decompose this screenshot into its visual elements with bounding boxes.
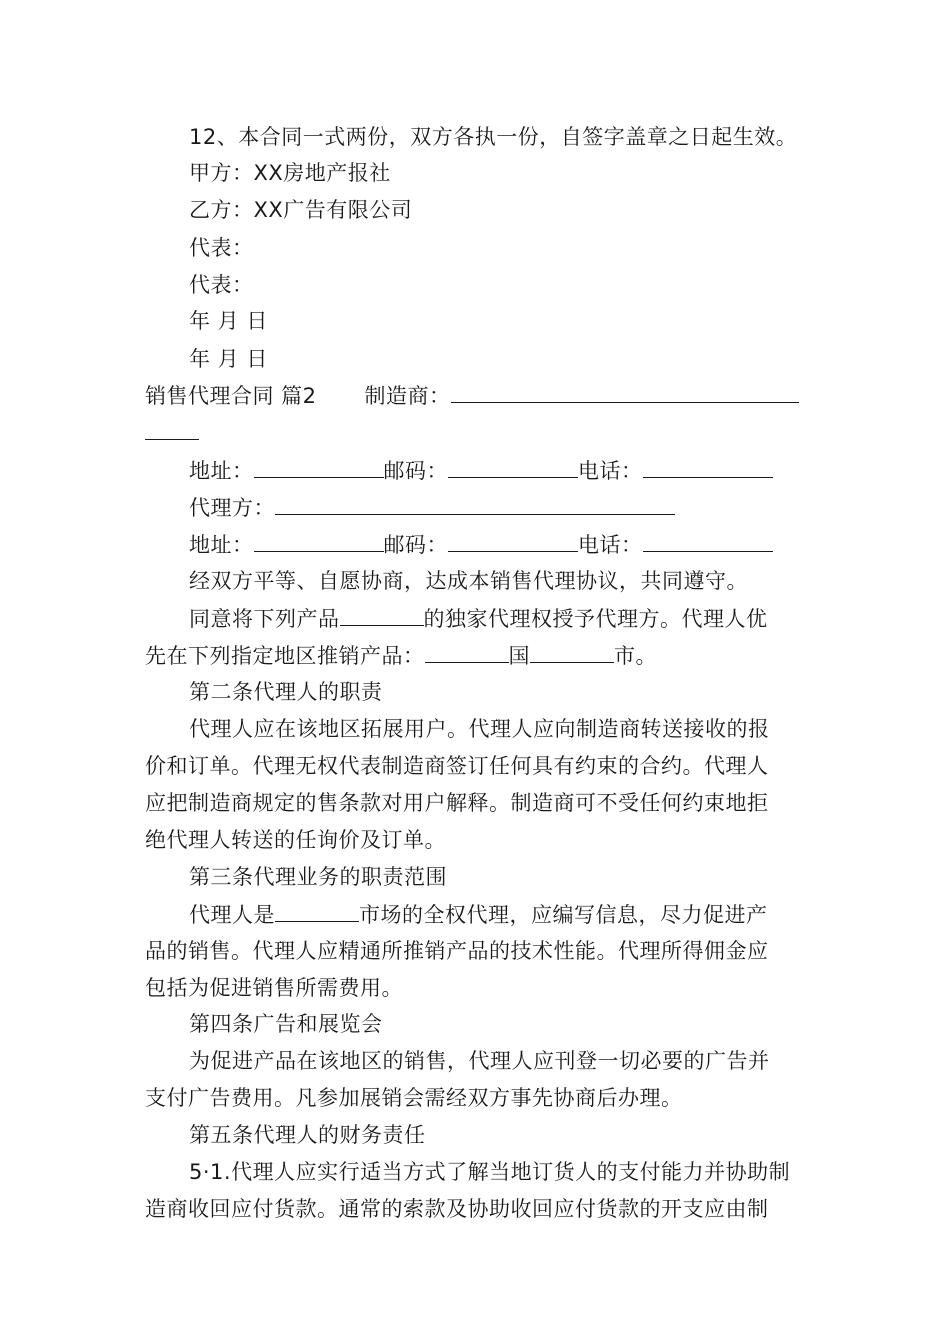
country-blank — [425, 642, 509, 663]
manufacturer-blank-tail — [145, 419, 199, 440]
manufacturer-contact — [189, 457, 810, 484]
manufacturer-label: 制造商： — [364, 384, 451, 408]
article-4-title: 第四条广告和展览会 — [189, 1012, 383, 1036]
agent-contact — [189, 531, 810, 558]
article-3-title: 第三条代理业务的职责范围 — [189, 865, 447, 889]
article-4-line-1: 为促进产品在该地区的销售，代理人应刊登一切必要的广告并 — [189, 1049, 770, 1073]
city-blank — [530, 642, 614, 663]
grant-text-b: 的独家代理权授予代理方。代理人优 — [423, 607, 768, 631]
phone-blank — [643, 531, 773, 552]
representative-a: 代表： — [189, 236, 254, 260]
phone-label: 电话： — [578, 459, 643, 483]
address-blank — [254, 531, 384, 552]
phone-label: 电话： — [578, 533, 643, 557]
region-line — [145, 642, 810, 669]
article-2-line-2: 价和订单。代理无权代表制造商签订任何具有约束的合约。代理人 — [145, 754, 769, 778]
article-2-line-3: 应把制造商规定的售条款对用户解释。制造商可不受任何约束地拒 — [145, 791, 769, 815]
grant-line — [189, 605, 810, 632]
article-2-title: 第二条代理人的职责 — [189, 680, 383, 704]
article-4-line-2: 支付广告费用。凡参加展销会需经双方事先协商后办理。 — [145, 1086, 683, 1110]
article-3-text-a: 代理人是 — [189, 903, 275, 927]
grant-text-a: 同意将下列产品 — [189, 607, 340, 631]
country-label: 国 — [508, 644, 530, 668]
postcode-label: 邮码： — [383, 459, 448, 483]
article-3-line-3: 包括为促进销售所需费用。 — [145, 976, 403, 1000]
section-title-line — [145, 382, 810, 409]
party-a: 甲方：XX房地产报社 — [189, 161, 391, 185]
product-blank — [340, 605, 424, 626]
article-3-line-1 — [189, 901, 810, 928]
article-3-text-b: 市场的全权代理，应编写信息，尽力促进产 — [359, 903, 768, 927]
postcode-blank — [448, 531, 578, 552]
manufacturer-blank — [451, 382, 799, 403]
article-3-line-2: 品的销售。代理人应精通所推销产品的技术性能。代理所得佣金应 — [145, 939, 769, 963]
address-label: 地址： — [189, 459, 254, 483]
phone-blank — [643, 457, 773, 478]
article-5-line-1: 5·1.代理人应实行适当方式了解当地订货人的支付能力并协助制 — [189, 1160, 791, 1184]
party-b: 乙方：XX广告有限公司 — [189, 198, 413, 222]
address-label: 地址： — [189, 533, 254, 557]
date-a: 年 月 日 — [189, 309, 268, 333]
market-blank — [275, 901, 359, 922]
agreement-intro: 经双方平等、自愿协商，达成本销售代理协议，共同遵守。 — [189, 569, 748, 593]
article-2-line-1: 代理人应在该地区拓展用户。代理人应向制造商转送接收的报 — [189, 717, 770, 741]
article-5-title: 第五条代理人的财务责任 — [189, 1123, 426, 1147]
representative-b: 代表： — [189, 273, 254, 297]
clause-12: 12、本合同一式两份，双方各执一份，自签字盖章之日起生效。 — [189, 125, 798, 149]
date-b: 年 月 日 — [189, 347, 268, 371]
postcode-label: 邮码： — [383, 533, 448, 557]
section-title: 销售代理合同 篇2 — [145, 384, 317, 408]
agent-label: 代理方： — [189, 496, 275, 520]
agent-line — [189, 494, 810, 521]
postcode-blank — [448, 457, 578, 478]
agent-blank — [275, 494, 675, 515]
city-label: 市。 — [614, 644, 657, 668]
region-text: 先在下列指定地区推销产品： — [145, 644, 425, 668]
manufacturer-blank-continued — [145, 419, 810, 446]
address-blank — [254, 457, 384, 478]
article-2-line-4: 绝代理人转送的任询价及订单。 — [145, 828, 446, 852]
article-5-line-2: 造商收回应付货款。通常的索款及协助收回应付货款的开支应由制 — [145, 1197, 769, 1221]
